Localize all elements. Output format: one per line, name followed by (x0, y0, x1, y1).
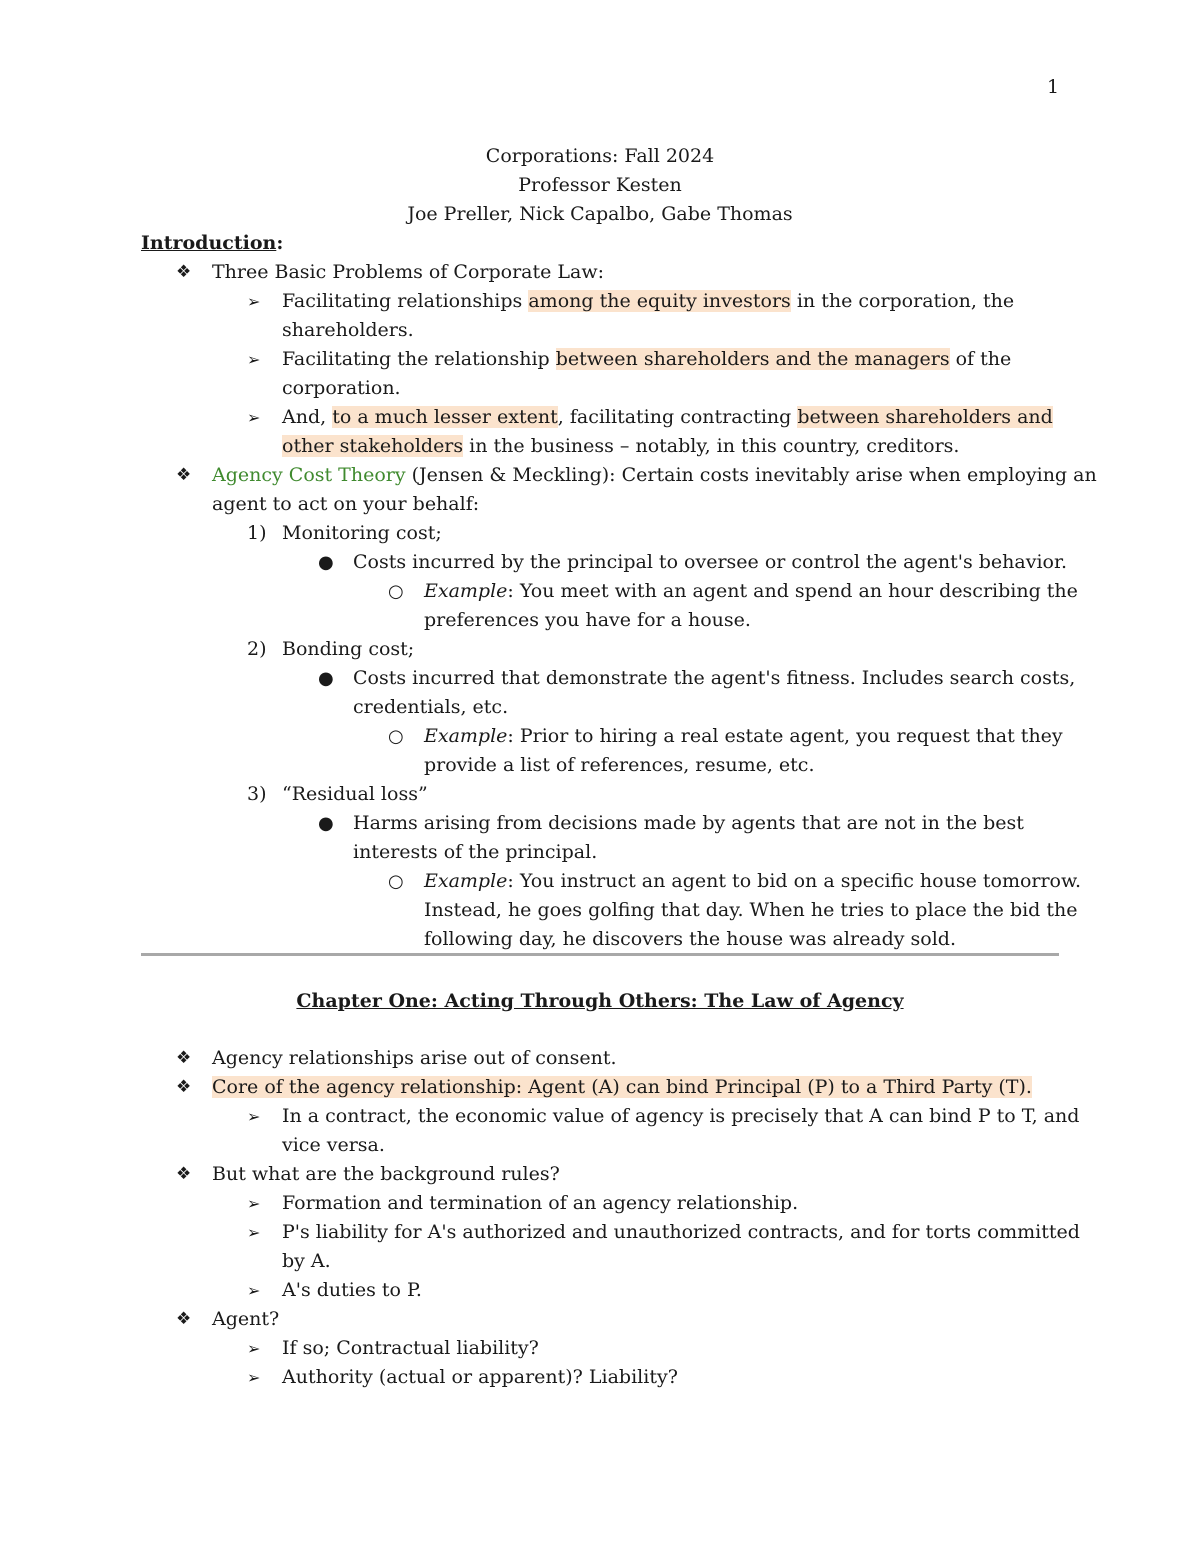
agency-cost-theory (212, 461, 1097, 490)
item-number: 2) (247, 638, 267, 660)
problem-3-highlight-1: to a much lesser extent (332, 406, 558, 428)
doc-title: Corporations: Fall 2024 (485, 145, 715, 167)
diamond-bullet-icon: ❖ (176, 1077, 192, 1097)
problem-2-line2: corporation. (282, 377, 401, 399)
chapter-bullet-4: Agent? (212, 1308, 280, 1330)
diamond-bullet-icon: ❖ (176, 1309, 192, 1329)
agency-cost-line2: agent to act on your behalf: (212, 493, 480, 515)
arrow-bullet-icon: ➢ (247, 1194, 261, 1213)
arrow-bullet-icon: ➢ (247, 1339, 261, 1358)
section-divider (141, 953, 1059, 956)
chapter-bullet-3: But what are the background rules? (212, 1163, 560, 1185)
item-example-line3: following day, he discovers the house was already sold. (424, 928, 957, 950)
filled-dot-icon: ● (318, 552, 334, 573)
professor-line: Professor Kesten (518, 174, 682, 196)
item-description-line2: interests of the principal. (353, 841, 598, 863)
problem-2-text-b: of the (949, 348, 1012, 370)
problem-3-text-b: , facilitating contracting (557, 406, 798, 428)
core-agency-highlight: Core of the agency relationship: Agent (A) can bind Principal (P) to a Third Party (T). (212, 1076, 1032, 1098)
problem-3-text-a: And, (282, 406, 333, 428)
arrow-bullet-icon: ➢ (247, 292, 261, 311)
problem-2-highlight: between shareholders and the managers (555, 348, 950, 370)
diamond-bullet-icon: ❖ (176, 465, 192, 485)
chapter-sub-bullet: Formation and termination of an agency relationship. (282, 1192, 799, 1214)
arrow-bullet-icon: ➢ (247, 1368, 261, 1387)
chapter-sub-bullet: Authority (actual or apparent)? Liability? (282, 1366, 678, 1388)
chapter-bullet-1: Agency relationships arise out of consent. (212, 1047, 617, 1069)
agency-cost-term: Agency Cost Theory (212, 464, 406, 486)
item-example-line2: preferences you have for a house. (424, 609, 751, 631)
problem-2 (282, 345, 1011, 374)
hollow-circle-icon: ○ (388, 726, 404, 747)
item-description-line2: credentials, etc. (353, 696, 509, 718)
page-number: 1 (1047, 76, 1060, 98)
problem-2-text-a: Facilitating the relationship (282, 348, 556, 370)
item-description: Harms arising from decisions made by agents that are not in the best (353, 812, 1024, 834)
intro-heading (141, 229, 283, 258)
item-example-line2: Instead, he goes golfing that day. When he tries to place the bid the (424, 899, 1078, 921)
problem-1 (282, 287, 1014, 316)
item-example-line2: provide a list of references, resume, etc. (424, 754, 815, 776)
arrow-bullet-icon: ➢ (247, 350, 261, 369)
problem-3-highlight-2: between shareholders and (797, 406, 1053, 428)
authors-line: Joe Preller, Nick Capalbo, Gabe Thomas (407, 203, 793, 225)
chapter-heading-text: Chapter One: Acting Through Others: The Law of Agency (296, 990, 904, 1012)
filled-dot-icon: ● (318, 813, 334, 834)
item-label: Bonding cost; (282, 638, 415, 660)
example-text: : You meet with an agent and spend an hour describing the (507, 580, 1078, 602)
problem-1-text-a: Facilitating relationships (282, 290, 529, 312)
item-description: Costs incurred that demonstrate the agent's fitness. Includes search costs, (353, 667, 1076, 689)
item-example (424, 867, 1081, 896)
agency-cost-text: (Jensen & Meckling): Certain costs inevitably arise when employing an (405, 464, 1097, 486)
filled-dot-icon: ● (318, 668, 334, 689)
example-label: Example (424, 580, 508, 602)
intro-heading-colon: : (276, 232, 284, 254)
chapter-sub-bullet-line2: vice versa. (282, 1134, 385, 1156)
chapter-sub-bullet: If so; Contractual liability? (282, 1337, 539, 1359)
item-example (424, 577, 1078, 606)
problem-1-line2: shareholders. (282, 319, 414, 341)
hollow-circle-icon: ○ (388, 581, 404, 602)
arrow-bullet-icon: ➢ (247, 1223, 261, 1242)
chapter-sub-bullet: In a contract, the economic value of agency is precisely that A can bind P to T, and (282, 1105, 1080, 1127)
arrow-bullet-icon: ➢ (247, 408, 261, 427)
item-label: “Residual loss” (282, 783, 428, 805)
example-text: : Prior to hiring a real estate agent, you request that they (507, 725, 1063, 747)
chapter-bullet-2 (212, 1073, 1032, 1102)
problems-label: Three Basic Problems of Corporate Law: (212, 261, 605, 283)
diamond-bullet-icon: ❖ (176, 262, 192, 282)
chapter-sub-bullet: A's duties to P. (282, 1279, 422, 1301)
chapter-heading (0, 987, 1200, 1016)
example-text: : You instruct an agent to bid on a specific house tomorrow. (507, 870, 1082, 892)
item-example (424, 722, 1063, 751)
chapter-sub-bullet-line2: by A. (282, 1250, 331, 1272)
chapter-sub-bullet: P's liability for A's authorized and unauthorized contracts, and for torts committed (282, 1221, 1080, 1243)
item-number: 1) (247, 522, 267, 544)
problem-1-text-b: in the corporation, the (790, 290, 1015, 312)
problem-1-highlight: among the equity investors (528, 290, 791, 312)
intro-heading-text: Introduction (141, 232, 277, 254)
diamond-bullet-icon: ❖ (176, 1048, 192, 1068)
problem-3 (282, 403, 1053, 432)
diamond-bullet-icon: ❖ (176, 1164, 192, 1184)
problem-3-highlight-3: other stakeholders (282, 435, 464, 457)
example-label: Example (424, 725, 508, 747)
arrow-bullet-icon: ➢ (247, 1107, 261, 1126)
problem-3-text-c: in the business – notably, in this country, creditors. (463, 435, 960, 457)
hollow-circle-icon: ○ (388, 871, 404, 892)
item-description: Costs incurred by the principal to oversee or control the agent's behavior. (353, 551, 1068, 573)
problem-3-line2 (282, 432, 959, 461)
example-label: Example (424, 870, 508, 892)
arrow-bullet-icon: ➢ (247, 1281, 261, 1300)
item-label: Monitoring cost; (282, 522, 442, 544)
item-number: 3) (247, 783, 267, 805)
